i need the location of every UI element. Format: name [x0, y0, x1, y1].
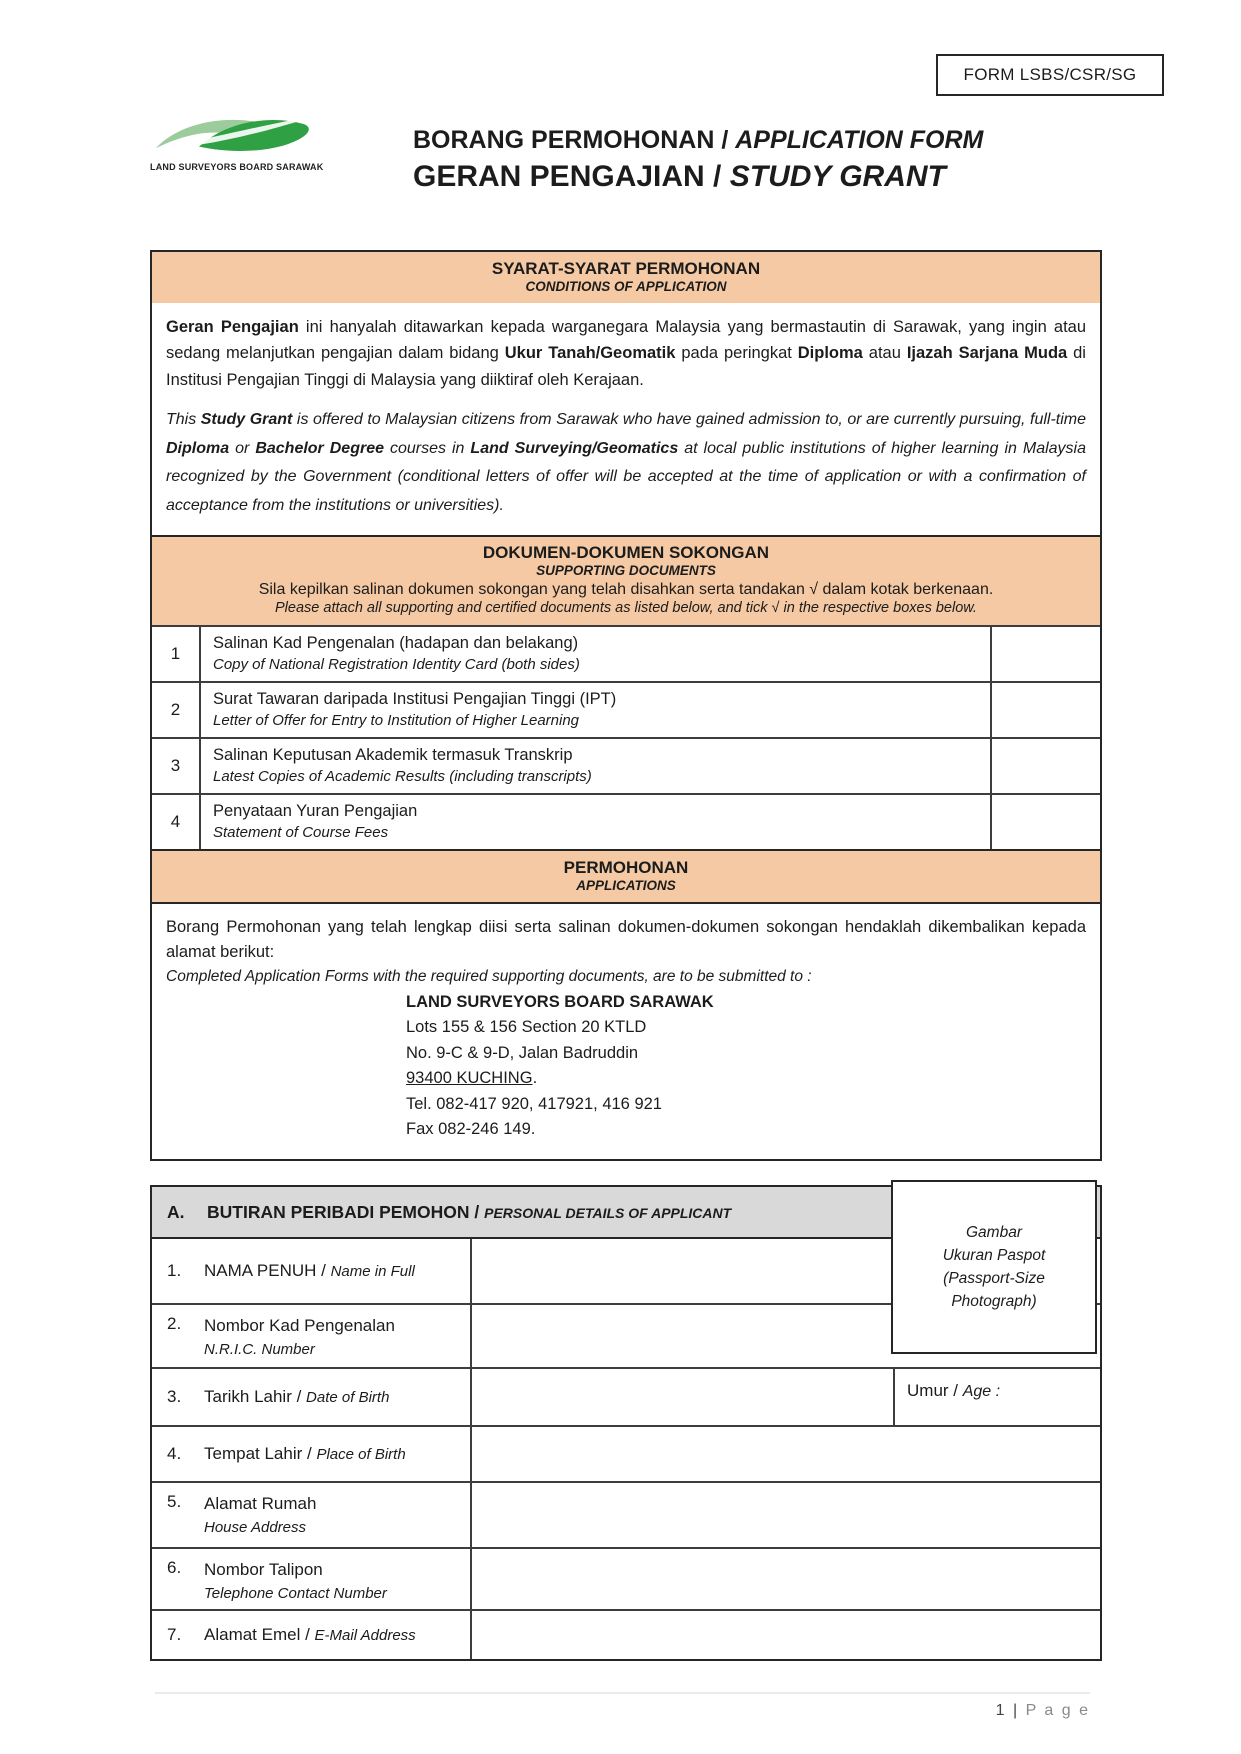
conditions-header-my: SYARAT-SYARAT PERMOHONAN	[491, 259, 761, 278]
document-number: 3	[152, 739, 201, 793]
field-input[interactable]	[472, 1427, 1100, 1481]
document-description-en: Latest Copies of Academic Results (including transcripts)	[213, 767, 592, 785]
form-code: FORM LSBS/CSR/SG	[963, 65, 1137, 84]
field-label-text: Tempat Lahir / Place of Birth	[204, 1443, 406, 1463]
passport-photo-box[interactable]	[891, 1180, 1097, 1354]
tick-box-cell[interactable]	[990, 627, 1100, 681]
tick-box-cell[interactable]	[990, 795, 1100, 849]
personal-details-row-4	[152, 1425, 1100, 1481]
field-label	[152, 1427, 472, 1481]
field-label-text: Nombor Talipon Telephone Contact Number	[204, 1560, 387, 1602]
applications-body-my: Borang Permohonan yang telah lengkap diisi serta salinan dokumen-dokumen sokongan hendaklah dikembalikan kepada alamat berikut:	[166, 918, 1086, 961]
personal-details-row-7	[152, 1609, 1100, 1659]
document-row-1	[152, 625, 1100, 681]
tick-box-cell[interactable]	[990, 739, 1100, 793]
form-code-box	[936, 54, 1164, 96]
document-description-en: Statement of Course Fees	[213, 823, 389, 841]
conditions-and-documents-box	[150, 250, 1102, 1161]
applications-header	[152, 849, 1100, 902]
document-row-3	[152, 737, 1100, 793]
documents-note-my: Sila kepilkan salinan dokumen sokongan yang telah disahkan serta tandakan √ dalam kotak berkenaan.	[258, 581, 994, 599]
form-titles	[413, 126, 983, 194]
field-number: 5.	[167, 1492, 182, 1511]
field-label	[152, 1305, 472, 1367]
photo-box-line: Gambar	[966, 1223, 1022, 1241]
photo-box-line: Photograph)	[951, 1293, 1037, 1311]
photo-box-line: Ukuran Paspot	[942, 1246, 1046, 1264]
document-description	[201, 683, 990, 737]
applications-body-en: Completed Application Forms with the required supporting documents, are to be submitted to :	[166, 967, 812, 985]
field-label-text: NAMA PENUH / Name in Full	[204, 1260, 415, 1280]
field-number: 3.	[167, 1387, 182, 1406]
lsbs-logo-mark	[150, 110, 318, 160]
tick-box-cell[interactable]	[990, 683, 1100, 737]
conditions-header	[152, 252, 1100, 303]
section-a-personal-details	[150, 1185, 1102, 1661]
documents-header-my: DOKUMEN-DOKUMEN SOKONGAN	[482, 543, 770, 563]
field-number: 4.	[167, 1444, 182, 1463]
field-number: 7.	[167, 1625, 182, 1644]
document-description-my: Salinan Keputusan Akademik termasuk Transkrip	[213, 746, 573, 765]
document-number: 4	[152, 795, 201, 849]
field-number: 1.	[167, 1261, 182, 1280]
document-description-my: Salinan Kad Pengenalan (hadapan dan belakang)	[213, 634, 579, 653]
title-line-2: GERAN PENGAJIAN / STUDY GRANT	[413, 160, 946, 193]
field-label-text: Tarikh Lahir / Date of Birth	[204, 1386, 390, 1406]
personal-details-row-6	[152, 1547, 1100, 1609]
applications-header-my: PERMOHONAN	[563, 858, 689, 878]
document-description-en: Letter of Offer for Entry to Institution of Higher Learning	[213, 711, 580, 729]
conditions-paragraph-en: This Study Grant is offered to Malaysian citizens from Sarawak who have gained admission to, or are currently pursuing, full-time Diploma or Bachelor Degree courses in Land Surveying/Geomatics at local public institutions of higher learning in Malaysia recognized by the Government (conditional letters of offer will be accepted at the time of application or with a confirmation of acceptance from the institutions or universities).	[166, 411, 1087, 514]
field-input[interactable]	[472, 1483, 1100, 1547]
lsbs-logo	[150, 110, 330, 172]
document-description-my: Surat Tawaran daripada Institusi Pengajian Tinggi (IPT)	[213, 690, 617, 709]
field-label-text: Nombor Kad Pengenalan N.R.I.C. Number	[204, 1316, 395, 1358]
document-description	[201, 627, 990, 681]
document-description-en: Copy of National Registration Identity Card (both sides)	[213, 655, 580, 673]
personal-details-row-3	[152, 1367, 1100, 1425]
address-city: 93400 KUCHING.	[406, 1069, 538, 1088]
document-row-4	[152, 793, 1100, 849]
section-a-letter: A.	[167, 1201, 185, 1222]
document-description	[201, 795, 990, 849]
field-input[interactable]	[472, 1549, 1100, 1609]
field-label	[152, 1239, 472, 1303]
field-label-text: Alamat Emel / E-Mail Address	[204, 1624, 416, 1644]
field-label	[152, 1549, 472, 1609]
document-row-2	[152, 681, 1100, 737]
photo-box-line: (Passport-Size	[943, 1270, 1045, 1287]
address-line-2: No. 9-C & 9-D, Jalan Badruddin	[406, 1043, 639, 1062]
conditions-header-en: CONDITIONS OF APPLICATION	[525, 279, 727, 294]
documents-header-en: SUPPORTING DOCUMENTS	[536, 563, 716, 579]
section-a-title: BUTIRAN PERIBADI PEMOHON / PERSONAL DETAILS OF APPLICANT	[207, 1201, 732, 1222]
documents-table	[152, 625, 1100, 849]
title-line-1: BORANG PERMOHONAN / APPLICATION FORM	[413, 126, 984, 154]
field-input[interactable]	[472, 1611, 1100, 1659]
document-number: 2	[152, 683, 201, 737]
personal-details-row-5	[152, 1481, 1100, 1547]
submission-address	[406, 990, 1086, 1143]
page-number: 1 | P a g e	[995, 1702, 1090, 1719]
documents-header	[152, 535, 1100, 625]
documents-note-en: Please attach all supporting and certified documents as listed below, and tick √ in the respective boxes below.	[275, 600, 977, 617]
field-number: 6.	[167, 1558, 182, 1577]
field-input[interactable]	[472, 1369, 893, 1425]
age-field[interactable]: Umur / Age :	[893, 1369, 1100, 1425]
field-label-text: Alamat Rumah House Address	[204, 1494, 317, 1536]
address-org-name: LAND SURVEYORS BOARD SARAWAK	[406, 992, 714, 1011]
field-number: 2.	[167, 1314, 182, 1333]
logo-caption: LAND SURVEYORS BOARD SARAWAK	[150, 162, 324, 172]
address-tel: Tel. 082-417 920, 417921, 416 921	[406, 1094, 662, 1113]
document-number: 1	[152, 627, 201, 681]
field-label	[152, 1483, 472, 1547]
field-label	[152, 1611, 472, 1659]
footer-divider	[155, 1692, 1090, 1694]
field-label	[152, 1369, 472, 1425]
conditions-paragraph-my: Geran Pengajian ini hanyalah ditawarkan kepada warganegara Malaysia yang bermastautin di Sarawak, yang ingin atau sedang melanjutkan pengajian dalam bidang Ukur Tanah/Geomatik pada peringkat Diploma atau Ijazah Sarjana Muda di Institusi Pengajian Tinggi di Malaysia yang diiktiraf oleh Kerajaan.	[166, 318, 1087, 389]
conditions-body	[152, 303, 1100, 535]
applications-header-en: APPLICATIONS	[576, 878, 676, 894]
applications-body	[152, 902, 1100, 1159]
document-description	[201, 739, 990, 793]
address-line-1: Lots 155 & 156 Section 20 KTLD	[406, 1018, 647, 1037]
address-fax: Fax 082-246 149.	[406, 1120, 536, 1139]
document-description-my: Penyataan Yuran Pengajian	[213, 802, 418, 821]
